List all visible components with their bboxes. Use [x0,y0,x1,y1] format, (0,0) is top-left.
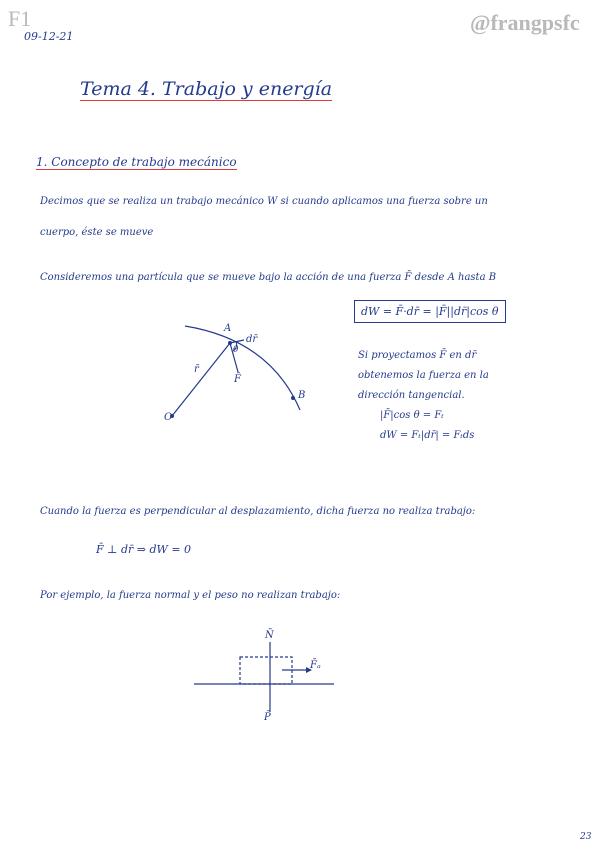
paragraph-3: Cuando la fuerza es perpendicular al desplazamiento, dicha fuerza no realiza trabajo: [40,506,476,517]
formula-box: dW = F̄·dr̄ = |F̄||dr̄|cos θ [354,300,506,323]
page-number: 23 [580,832,592,842]
dr-label: dr̄ [246,334,258,345]
note-line-5: dW = Fₜ|dr̄| = Fₜds [380,430,475,441]
note-line-1: Si proyectamos F̄ en dr̄ [358,350,477,361]
applied-force-label: F̄ₐ [310,660,321,671]
note-line-4: |F̄|cos θ = Fₜ [380,410,444,421]
normal-label: N̄ [265,630,274,641]
paragraph-2: Consideremos una partícula que se mueve bajo la acción de una fuerza F̄ desde A hasta B [40,272,497,283]
point-a-label: A [224,323,232,334]
watermark: @frangpsfc [470,10,580,35]
section-heading: 1. Concepto de trabajo mecánico [36,155,237,169]
perpendicular-formula: F̄ ⊥ dr̄ ⇒ dW = 0 [96,543,192,556]
paragraph-4: Por ejemplo, la fuerza normal y el peso no realizan trabajo: [40,590,341,601]
paragraph-1-line-1: Decimos que se realiza un trabajo mecánico W si cuando aplicamos una fuerza sobre un [40,196,488,207]
page-title: Tema 4. Trabajo y energía [80,78,333,100]
weight-label: P̄ [264,712,271,723]
force-label: F̄ [234,374,241,385]
theta-label: θ [233,345,239,355]
note-line-2: obtenemos la fuerza en la [358,370,489,381]
corner-label: F1 [8,6,32,31]
date: 09-12-21 [24,30,74,43]
point-b-label: B [298,390,306,401]
origin-label: O [164,412,173,423]
paragraph-1-line-2: cuerpo, éste se mueve [40,227,154,238]
note-line-3: dirección tangencial. [358,390,465,401]
position-vector-label: r̄ [194,364,199,375]
